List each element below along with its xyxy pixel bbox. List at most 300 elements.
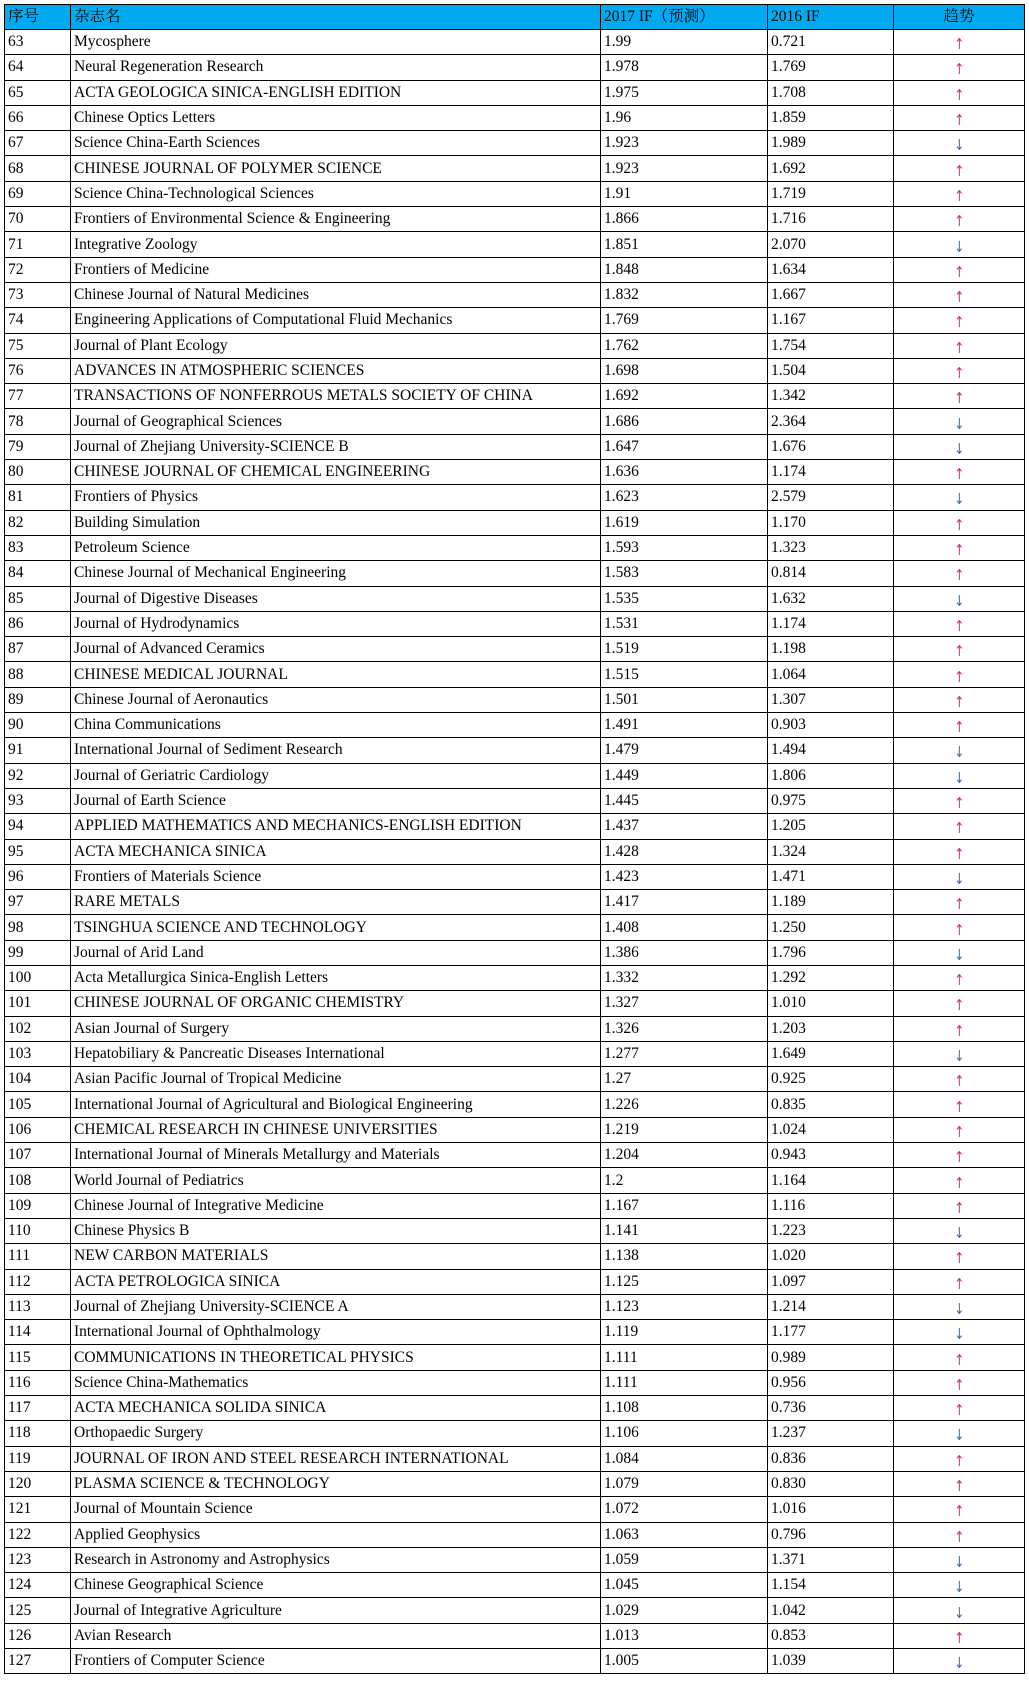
cell-journal-name[interactable]: Chinese Physics B — [71, 1218, 601, 1243]
header-trend[interactable]: 趋势 — [894, 5, 1025, 30]
cell-index[interactable]: 76 — [5, 358, 71, 383]
cell-if-2017[interactable]: 1.045 — [601, 1573, 768, 1598]
cell-trend[interactable] — [894, 1117, 1025, 1142]
cell-journal-name[interactable]: TSINGHUA SCIENCE AND TECHNOLOGY — [71, 915, 601, 940]
cell-index[interactable]: 91 — [5, 738, 71, 763]
cell-trend[interactable] — [894, 409, 1025, 434]
cell-trend[interactable] — [894, 611, 1025, 636]
cell-if-2016[interactable]: 1.189 — [768, 890, 894, 915]
cell-if-2016[interactable]: 1.796 — [768, 940, 894, 965]
cell-if-2017[interactable]: 1.013 — [601, 1623, 768, 1648]
cell-journal-name[interactable]: International Journal of Agricultural and Biological Engineering — [71, 1092, 601, 1117]
cell-trend[interactable] — [894, 207, 1025, 232]
cell-index[interactable]: 95 — [5, 839, 71, 864]
cell-trend[interactable] — [894, 1497, 1025, 1522]
cell-if-2017[interactable]: 1.408 — [601, 915, 768, 940]
cell-trend[interactable] — [894, 434, 1025, 459]
cell-journal-name[interactable]: Applied Geophysics — [71, 1522, 601, 1547]
cell-trend[interactable] — [894, 1092, 1025, 1117]
cell-if-2016[interactable]: 0.835 — [768, 1092, 894, 1117]
cell-if-2016[interactable]: 1.039 — [768, 1649, 894, 1674]
cell-trend[interactable] — [894, 1244, 1025, 1269]
cell-index[interactable]: 108 — [5, 1168, 71, 1193]
cell-if-2016[interactable]: 1.042 — [768, 1598, 894, 1623]
cell-if-2017[interactable]: 1.501 — [601, 687, 768, 712]
cell-index[interactable]: 107 — [5, 1143, 71, 1168]
cell-if-2017[interactable]: 1.219 — [601, 1117, 768, 1142]
cell-journal-name[interactable]: Journal of Geriatric Cardiology — [71, 763, 601, 788]
cell-if-2016[interactable]: 0.736 — [768, 1396, 894, 1421]
cell-if-2017[interactable]: 1.2 — [601, 1168, 768, 1193]
cell-if-2016[interactable]: 1.716 — [768, 207, 894, 232]
cell-index[interactable]: 85 — [5, 586, 71, 611]
cell-journal-name[interactable]: Journal of Mountain Science — [71, 1497, 601, 1522]
cell-trend[interactable] — [894, 738, 1025, 763]
cell-if-2017[interactable]: 1.108 — [601, 1396, 768, 1421]
cell-index[interactable]: 98 — [5, 915, 71, 940]
cell-index[interactable]: 69 — [5, 181, 71, 206]
cell-trend[interactable] — [894, 1547, 1025, 1572]
cell-if-2016[interactable]: 1.097 — [768, 1269, 894, 1294]
cell-index[interactable]: 101 — [5, 991, 71, 1016]
cell-if-2016[interactable]: 1.174 — [768, 611, 894, 636]
cell-trend[interactable] — [894, 561, 1025, 586]
cell-trend[interactable] — [894, 763, 1025, 788]
cell-if-2017[interactable]: 1.848 — [601, 257, 768, 282]
cell-if-2016[interactable]: 1.164 — [768, 1168, 894, 1193]
cell-journal-name[interactable]: Petroleum Science — [71, 535, 601, 560]
cell-journal-name[interactable]: Chinese Journal of Aeronautics — [71, 687, 601, 712]
cell-journal-name[interactable]: Building Simulation — [71, 510, 601, 535]
cell-trend[interactable] — [894, 1573, 1025, 1598]
cell-if-2017[interactable]: 1.851 — [601, 232, 768, 257]
cell-trend[interactable] — [894, 1421, 1025, 1446]
cell-if-2017[interactable]: 1.583 — [601, 561, 768, 586]
cell-index[interactable]: 96 — [5, 864, 71, 889]
cell-trend[interactable] — [894, 1370, 1025, 1395]
cell-if-2016[interactable]: 1.223 — [768, 1218, 894, 1243]
cell-index[interactable]: 124 — [5, 1573, 71, 1598]
header-journal-name[interactable]: 杂志名 — [71, 5, 601, 30]
cell-if-2016[interactable]: 1.237 — [768, 1421, 894, 1446]
cell-if-2016[interactable]: 0.943 — [768, 1143, 894, 1168]
cell-if-2016[interactable]: 1.292 — [768, 965, 894, 990]
cell-trend[interactable] — [894, 637, 1025, 662]
cell-if-2017[interactable]: 1.417 — [601, 890, 768, 915]
cell-if-2016[interactable]: 0.814 — [768, 561, 894, 586]
cell-trend[interactable] — [894, 55, 1025, 80]
cell-trend[interactable] — [894, 1471, 1025, 1496]
cell-if-2016[interactable]: 1.692 — [768, 156, 894, 181]
cell-if-2017[interactable]: 1.084 — [601, 1446, 768, 1471]
cell-if-2016[interactable]: 1.167 — [768, 308, 894, 333]
cell-if-2016[interactable]: 1.632 — [768, 586, 894, 611]
cell-index[interactable]: 86 — [5, 611, 71, 636]
cell-if-2017[interactable]: 1.698 — [601, 358, 768, 383]
cell-if-2017[interactable]: 1.975 — [601, 80, 768, 105]
cell-journal-name[interactable]: COMMUNICATIONS IN THEORETICAL PHYSICS — [71, 1345, 601, 1370]
cell-if-2017[interactable]: 1.491 — [601, 713, 768, 738]
cell-trend[interactable] — [894, 156, 1025, 181]
cell-if-2017[interactable]: 1.866 — [601, 207, 768, 232]
cell-index[interactable]: 116 — [5, 1370, 71, 1395]
cell-journal-name[interactable]: Science China-Mathematics — [71, 1370, 601, 1395]
cell-if-2016[interactable]: 1.667 — [768, 282, 894, 307]
cell-if-2016[interactable]: 1.324 — [768, 839, 894, 864]
cell-journal-name[interactable]: Science China-Earth Sciences — [71, 131, 601, 156]
cell-if-2017[interactable]: 1.449 — [601, 763, 768, 788]
cell-if-2016[interactable]: 0.903 — [768, 713, 894, 738]
cell-journal-name[interactable]: Chinese Geographical Science — [71, 1573, 601, 1598]
cell-journal-name[interactable]: CHINESE MEDICAL JOURNAL — [71, 662, 601, 687]
cell-if-2016[interactable]: 1.471 — [768, 864, 894, 889]
cell-index[interactable]: 77 — [5, 384, 71, 409]
cell-journal-name[interactable]: ACTA GEOLOGICA SINICA-ENGLISH EDITION — [71, 80, 601, 105]
cell-journal-name[interactable]: Journal of Hydrodynamics — [71, 611, 601, 636]
cell-trend[interactable] — [894, 1143, 1025, 1168]
cell-if-2016[interactable]: 1.754 — [768, 333, 894, 358]
cell-journal-name[interactable]: Journal of Earth Science — [71, 788, 601, 813]
cell-index[interactable]: 104 — [5, 1067, 71, 1092]
cell-if-2016[interactable]: 0.830 — [768, 1471, 894, 1496]
cell-if-2017[interactable]: 1.428 — [601, 839, 768, 864]
cell-journal-name[interactable]: Neural Regeneration Research — [71, 55, 601, 80]
cell-journal-name[interactable]: Journal of Zhejiang University-SCIENCE A — [71, 1294, 601, 1319]
cell-if-2016[interactable]: 1.371 — [768, 1547, 894, 1572]
cell-trend[interactable] — [894, 991, 1025, 1016]
cell-index[interactable]: 73 — [5, 282, 71, 307]
cell-if-2016[interactable]: 1.250 — [768, 915, 894, 940]
cell-trend[interactable] — [894, 864, 1025, 889]
cell-index[interactable]: 115 — [5, 1345, 71, 1370]
cell-journal-name[interactable]: NEW CARBON MATERIALS — [71, 1244, 601, 1269]
cell-if-2016[interactable]: 1.676 — [768, 434, 894, 459]
cell-index[interactable]: 123 — [5, 1547, 71, 1572]
cell-index[interactable]: 67 — [5, 131, 71, 156]
cell-if-2017[interactable]: 1.531 — [601, 611, 768, 636]
cell-index[interactable]: 71 — [5, 232, 71, 257]
cell-if-2016[interactable]: 1.708 — [768, 80, 894, 105]
cell-index[interactable]: 127 — [5, 1649, 71, 1674]
cell-trend[interactable] — [894, 1269, 1025, 1294]
cell-trend[interactable] — [894, 839, 1025, 864]
cell-journal-name[interactable]: Frontiers of Computer Science — [71, 1649, 601, 1674]
cell-trend[interactable] — [894, 181, 1025, 206]
cell-journal-name[interactable]: JOURNAL OF IRON AND STEEL RESEARCH INTERNATIONAL — [71, 1446, 601, 1471]
cell-journal-name[interactable]: Frontiers of Medicine — [71, 257, 601, 282]
cell-if-2016[interactable]: 1.116 — [768, 1193, 894, 1218]
cell-trend[interactable] — [894, 1598, 1025, 1623]
cell-trend[interactable] — [894, 1041, 1025, 1066]
cell-journal-name[interactable]: PLASMA SCIENCE & TECHNOLOGY — [71, 1471, 601, 1496]
cell-journal-name[interactable]: Chinese Journal of Integrative Medicine — [71, 1193, 601, 1218]
cell-journal-name[interactable]: Journal of Arid Land — [71, 940, 601, 965]
cell-trend[interactable] — [894, 510, 1025, 535]
cell-trend[interactable] — [894, 1396, 1025, 1421]
cell-if-2016[interactable]: 0.975 — [768, 788, 894, 813]
cell-trend[interactable] — [894, 257, 1025, 282]
cell-if-2016[interactable]: 1.024 — [768, 1117, 894, 1142]
cell-index[interactable]: 87 — [5, 637, 71, 662]
cell-journal-name[interactable]: Orthopaedic Surgery — [71, 1421, 601, 1446]
cell-if-2016[interactable]: 1.205 — [768, 814, 894, 839]
cell-trend[interactable] — [894, 105, 1025, 130]
cell-index[interactable]: 80 — [5, 460, 71, 485]
cell-if-2017[interactable]: 1.226 — [601, 1092, 768, 1117]
cell-if-2017[interactable]: 1.593 — [601, 535, 768, 560]
cell-if-2017[interactable]: 1.647 — [601, 434, 768, 459]
cell-if-2017[interactable]: 1.072 — [601, 1497, 768, 1522]
cell-if-2017[interactable]: 1.123 — [601, 1294, 768, 1319]
cell-if-2017[interactable]: 1.141 — [601, 1218, 768, 1243]
cell-if-2017[interactable]: 1.437 — [601, 814, 768, 839]
cell-trend[interactable] — [894, 1345, 1025, 1370]
cell-if-2016[interactable]: 1.323 — [768, 535, 894, 560]
cell-index[interactable]: 79 — [5, 434, 71, 459]
cell-journal-name[interactable]: Chinese Journal of Mechanical Engineering — [71, 561, 601, 586]
cell-if-2016[interactable]: 2.070 — [768, 232, 894, 257]
cell-journal-name[interactable]: Mycosphere — [71, 30, 601, 55]
cell-if-2017[interactable]: 1.327 — [601, 991, 768, 1016]
cell-if-2017[interactable]: 1.059 — [601, 1547, 768, 1572]
cell-index[interactable]: 122 — [5, 1522, 71, 1547]
cell-index[interactable]: 113 — [5, 1294, 71, 1319]
cell-index[interactable]: 63 — [5, 30, 71, 55]
cell-if-2017[interactable]: 1.119 — [601, 1320, 768, 1345]
cell-index[interactable]: 118 — [5, 1421, 71, 1446]
cell-if-2017[interactable]: 1.111 — [601, 1370, 768, 1395]
cell-if-2016[interactable]: 0.853 — [768, 1623, 894, 1648]
cell-journal-name[interactable]: Research in Astronomy and Astrophysics — [71, 1547, 601, 1572]
cell-trend[interactable] — [894, 1067, 1025, 1092]
cell-trend[interactable] — [894, 358, 1025, 383]
cell-journal-name[interactable]: ACTA PETROLOGICA SINICA — [71, 1269, 601, 1294]
cell-trend[interactable] — [894, 965, 1025, 990]
cell-trend[interactable] — [894, 308, 1025, 333]
cell-index[interactable]: 125 — [5, 1598, 71, 1623]
cell-if-2017[interactable]: 1.692 — [601, 384, 768, 409]
cell-if-2017[interactable]: 1.445 — [601, 788, 768, 813]
cell-journal-name[interactable]: China Communications — [71, 713, 601, 738]
cell-index[interactable]: 106 — [5, 1117, 71, 1142]
cell-index[interactable]: 93 — [5, 788, 71, 813]
cell-if-2017[interactable]: 1.619 — [601, 510, 768, 535]
cell-journal-name[interactable]: International Journal of Ophthalmology — [71, 1320, 601, 1345]
header-if-2016[interactable]: 2016 IF — [768, 5, 894, 30]
cell-trend[interactable] — [894, 460, 1025, 485]
cell-if-2017[interactable]: 1.923 — [601, 156, 768, 181]
cell-if-2016[interactable]: 1.010 — [768, 991, 894, 1016]
cell-if-2016[interactable]: 1.504 — [768, 358, 894, 383]
cell-if-2016[interactable]: 1.154 — [768, 1573, 894, 1598]
cell-journal-name[interactable]: TRANSACTIONS OF NONFERROUS METALS SOCIETY OF CHINA — [71, 384, 601, 409]
cell-journal-name[interactable]: Acta Metallurgica Sinica-English Letters — [71, 965, 601, 990]
cell-if-2016[interactable]: 1.342 — [768, 384, 894, 409]
cell-if-2017[interactable]: 1.686 — [601, 409, 768, 434]
cell-if-2017[interactable]: 1.138 — [601, 1244, 768, 1269]
cell-journal-name[interactable]: CHEMICAL RESEARCH IN CHINESE UNIVERSITIES — [71, 1117, 601, 1142]
cell-journal-name[interactable]: ACTA MECHANICA SOLIDA SINICA — [71, 1396, 601, 1421]
cell-index[interactable]: 74 — [5, 308, 71, 333]
cell-trend[interactable] — [894, 915, 1025, 940]
cell-trend[interactable] — [894, 80, 1025, 105]
cell-journal-name[interactable]: Science China-Technological Sciences — [71, 181, 601, 206]
cell-if-2017[interactable]: 1.326 — [601, 1016, 768, 1041]
cell-if-2017[interactable]: 1.535 — [601, 586, 768, 611]
cell-if-2017[interactable]: 1.125 — [601, 1269, 768, 1294]
cell-if-2017[interactable]: 1.623 — [601, 485, 768, 510]
cell-index[interactable]: 68 — [5, 156, 71, 181]
cell-if-2017[interactable]: 1.519 — [601, 637, 768, 662]
cell-journal-name[interactable]: Hepatobiliary & Pancreatic Diseases International — [71, 1041, 601, 1066]
cell-trend[interactable] — [894, 1522, 1025, 1547]
cell-index[interactable]: 82 — [5, 510, 71, 535]
cell-journal-name[interactable]: Frontiers of Physics — [71, 485, 601, 510]
cell-if-2016[interactable]: 1.064 — [768, 662, 894, 687]
cell-if-2017[interactable]: 1.96 — [601, 105, 768, 130]
cell-if-2016[interactable]: 1.719 — [768, 181, 894, 206]
cell-index[interactable]: 119 — [5, 1446, 71, 1471]
cell-index[interactable]: 66 — [5, 105, 71, 130]
cell-if-2017[interactable]: 1.762 — [601, 333, 768, 358]
cell-trend[interactable] — [894, 1320, 1025, 1345]
cell-index[interactable]: 89 — [5, 687, 71, 712]
cell-if-2016[interactable]: 1.198 — [768, 637, 894, 662]
cell-index[interactable]: 121 — [5, 1497, 71, 1522]
cell-if-2017[interactable]: 1.386 — [601, 940, 768, 965]
cell-if-2017[interactable]: 1.106 — [601, 1421, 768, 1446]
cell-index[interactable]: 99 — [5, 940, 71, 965]
cell-trend[interactable] — [894, 940, 1025, 965]
cell-if-2017[interactable]: 1.27 — [601, 1067, 768, 1092]
cell-index[interactable]: 112 — [5, 1269, 71, 1294]
cell-if-2016[interactable]: 0.796 — [768, 1522, 894, 1547]
cell-if-2016[interactable]: 1.494 — [768, 738, 894, 763]
cell-if-2016[interactable]: 0.836 — [768, 1446, 894, 1471]
cell-index[interactable]: 102 — [5, 1016, 71, 1041]
cell-journal-name[interactable]: Asian Journal of Surgery — [71, 1016, 601, 1041]
cell-journal-name[interactable]: World Journal of Pediatrics — [71, 1168, 601, 1193]
cell-journal-name[interactable]: Frontiers of Environmental Science & Engineering — [71, 207, 601, 232]
cell-trend[interactable] — [894, 1218, 1025, 1243]
cell-if-2017[interactable]: 1.079 — [601, 1471, 768, 1496]
cell-index[interactable]: 103 — [5, 1041, 71, 1066]
cell-trend[interactable] — [894, 485, 1025, 510]
cell-index[interactable]: 78 — [5, 409, 71, 434]
cell-journal-name[interactable]: Journal of Digestive Diseases — [71, 586, 601, 611]
cell-journal-name[interactable]: Avian Research — [71, 1623, 601, 1648]
cell-journal-name[interactable]: APPLIED MATHEMATICS AND MECHANICS-ENGLISH EDITION — [71, 814, 601, 839]
cell-index[interactable]: 117 — [5, 1396, 71, 1421]
cell-journal-name[interactable]: Chinese Optics Letters — [71, 105, 601, 130]
cell-index[interactable]: 84 — [5, 561, 71, 586]
cell-index[interactable]: 105 — [5, 1092, 71, 1117]
cell-journal-name[interactable]: ACTA MECHANICA SINICA — [71, 839, 601, 864]
cell-if-2016[interactable]: 0.721 — [768, 30, 894, 55]
cell-trend[interactable] — [894, 232, 1025, 257]
cell-journal-name[interactable]: International Journal of Sediment Research — [71, 738, 601, 763]
header-index[interactable]: 序号 — [5, 5, 71, 30]
cell-trend[interactable] — [894, 687, 1025, 712]
cell-trend[interactable] — [894, 384, 1025, 409]
cell-if-2017[interactable]: 1.063 — [601, 1522, 768, 1547]
cell-index[interactable]: 100 — [5, 965, 71, 990]
cell-index[interactable]: 126 — [5, 1623, 71, 1648]
cell-index[interactable]: 97 — [5, 890, 71, 915]
cell-trend[interactable] — [894, 1016, 1025, 1041]
cell-trend[interactable] — [894, 1168, 1025, 1193]
cell-journal-name[interactable]: Integrative Zoology — [71, 232, 601, 257]
cell-index[interactable]: 72 — [5, 257, 71, 282]
cell-if-2016[interactable]: 0.956 — [768, 1370, 894, 1395]
cell-journal-name[interactable]: Frontiers of Materials Science — [71, 864, 601, 889]
cell-journal-name[interactable]: ADVANCES IN ATMOSPHERIC SCIENCES — [71, 358, 601, 383]
cell-index[interactable]: 75 — [5, 333, 71, 358]
cell-trend[interactable] — [894, 131, 1025, 156]
cell-if-2017[interactable]: 1.029 — [601, 1598, 768, 1623]
cell-if-2017[interactable]: 1.167 — [601, 1193, 768, 1218]
cell-index[interactable]: 109 — [5, 1193, 71, 1218]
cell-index[interactable]: 83 — [5, 535, 71, 560]
cell-trend[interactable] — [894, 333, 1025, 358]
cell-if-2017[interactable]: 1.923 — [601, 131, 768, 156]
cell-journal-name[interactable]: CHINESE JOURNAL OF POLYMER SCIENCE — [71, 156, 601, 181]
cell-trend[interactable] — [894, 814, 1025, 839]
cell-if-2017[interactable]: 1.332 — [601, 965, 768, 990]
cell-journal-name[interactable]: International Journal of Minerals Metallurgy and Materials — [71, 1143, 601, 1168]
cell-if-2017[interactable]: 1.204 — [601, 1143, 768, 1168]
cell-trend[interactable] — [894, 1294, 1025, 1319]
cell-trend[interactable] — [894, 1649, 1025, 1674]
cell-if-2017[interactable]: 1.978 — [601, 55, 768, 80]
cell-if-2017[interactable]: 1.277 — [601, 1041, 768, 1066]
cell-if-2016[interactable]: 2.364 — [768, 409, 894, 434]
cell-journal-name[interactable]: Journal of Geographical Sciences — [71, 409, 601, 434]
cell-if-2017[interactable]: 1.769 — [601, 308, 768, 333]
cell-index[interactable]: 110 — [5, 1218, 71, 1243]
cell-if-2016[interactable]: 1.203 — [768, 1016, 894, 1041]
cell-trend[interactable] — [894, 282, 1025, 307]
cell-if-2016[interactable]: 0.925 — [768, 1067, 894, 1092]
cell-trend[interactable] — [894, 586, 1025, 611]
cell-if-2016[interactable]: 0.989 — [768, 1345, 894, 1370]
cell-if-2017[interactable]: 1.005 — [601, 1649, 768, 1674]
cell-if-2016[interactable]: 1.307 — [768, 687, 894, 712]
cell-if-2017[interactable]: 1.111 — [601, 1345, 768, 1370]
cell-trend[interactable] — [894, 890, 1025, 915]
cell-journal-name[interactable]: Journal of Advanced Ceramics — [71, 637, 601, 662]
cell-journal-name[interactable]: Journal of Integrative Agriculture — [71, 1598, 601, 1623]
cell-journal-name[interactable]: RARE METALS — [71, 890, 601, 915]
cell-if-2016[interactable]: 1.634 — [768, 257, 894, 282]
cell-index[interactable]: 65 — [5, 80, 71, 105]
cell-index[interactable]: 111 — [5, 1244, 71, 1269]
cell-if-2016[interactable]: 1.989 — [768, 131, 894, 156]
cell-if-2016[interactable]: 1.769 — [768, 55, 894, 80]
cell-trend[interactable] — [894, 713, 1025, 738]
cell-if-2016[interactable]: 2.579 — [768, 485, 894, 510]
cell-index[interactable]: 70 — [5, 207, 71, 232]
cell-journal-name[interactable]: CHINESE JOURNAL OF CHEMICAL ENGINEERING — [71, 460, 601, 485]
cell-journal-name[interactable]: Journal of Zhejiang University-SCIENCE B — [71, 434, 601, 459]
cell-if-2017[interactable]: 1.832 — [601, 282, 768, 307]
cell-if-2017[interactable]: 1.423 — [601, 864, 768, 889]
cell-journal-name[interactable]: Journal of Plant Ecology — [71, 333, 601, 358]
cell-index[interactable]: 64 — [5, 55, 71, 80]
cell-trend[interactable] — [894, 662, 1025, 687]
cell-if-2016[interactable]: 1.859 — [768, 105, 894, 130]
cell-if-2016[interactable]: 1.174 — [768, 460, 894, 485]
